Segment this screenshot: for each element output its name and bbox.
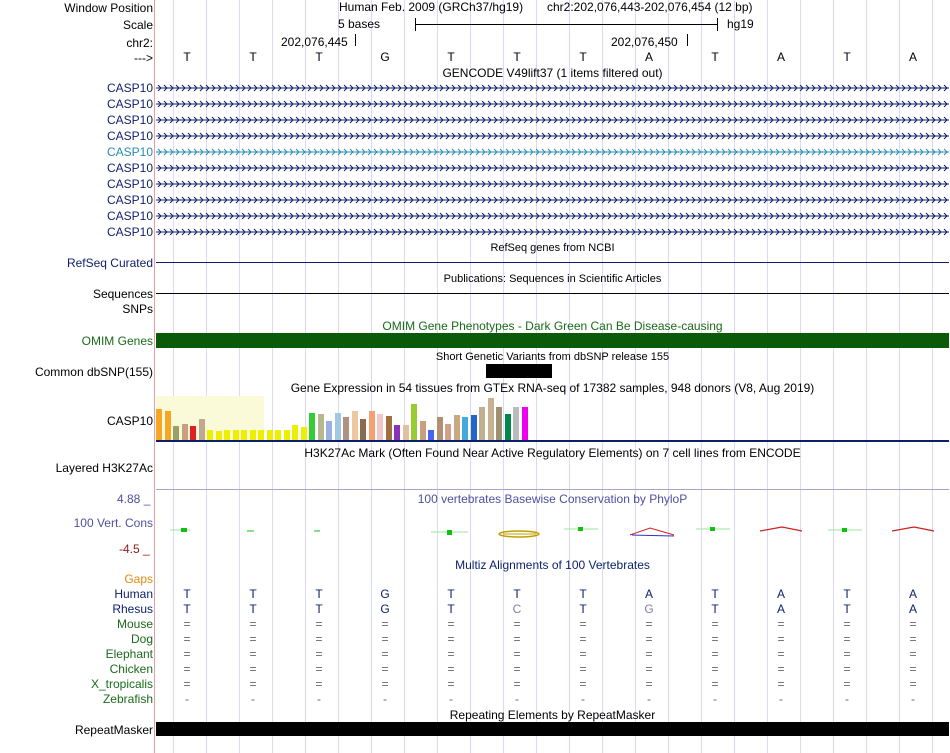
cons-max-label: 4.88 _	[117, 492, 151, 506]
gtex-tissue-bar[interactable]	[496, 407, 502, 440]
species-alignment-char: =	[447, 647, 455, 661]
human-base: T	[183, 587, 191, 601]
gtex-tissue-bar[interactable]	[301, 427, 307, 440]
gencode-transcript-label[interactable]: CASP10	[106, 81, 153, 95]
h3k27ac-baseline	[156, 489, 949, 490]
rhesus-base: T	[447, 602, 455, 616]
gtex-tissue-bar[interactable]	[250, 430, 256, 440]
gtex-tissue-bar[interactable]	[284, 430, 290, 440]
strand-label: --->	[134, 51, 153, 65]
species-alignment-char: =	[183, 662, 191, 676]
grid-line	[602, 0, 603, 753]
rhesus-base: T	[579, 602, 587, 616]
species-alignment-char: -	[845, 692, 849, 706]
gtex-tissue-bar[interactable]	[309, 413, 315, 440]
gtex-baseline	[156, 440, 949, 442]
gtex-tissue-bar[interactable]	[437, 417, 443, 440]
scale-bar-right-tick	[717, 18, 718, 31]
grid-line	[668, 0, 669, 753]
species-label[interactable]: Mouse	[116, 617, 153, 631]
species-alignment-char: =	[777, 662, 785, 676]
human-base: T	[579, 587, 587, 601]
grid-line	[569, 0, 570, 753]
repeat-title: Repeating Elements by RepeatMasker	[449, 708, 656, 722]
species-alignment-char: =	[183, 647, 191, 661]
base-letter: G	[380, 50, 390, 64]
gtex-tissue-bar[interactable]	[411, 404, 417, 440]
gtex-tissue-bar[interactable]	[267, 430, 273, 440]
human-base: T	[711, 587, 719, 601]
gencode-transcript-line[interactable]	[156, 147, 949, 157]
gtex-title: Gene Expression in 54 tissues from GTEx RNA-seq of 17382 samples, 948 donors (V8, Aug 2019)	[290, 381, 815, 395]
species-alignment-char: =	[183, 632, 191, 646]
human-base: T	[447, 587, 455, 601]
grid-line	[833, 0, 834, 753]
species-label[interactable]: Dog	[130, 632, 153, 646]
rhesus-base: T	[843, 602, 851, 616]
base-letter: A	[908, 50, 917, 64]
species-alignment-char: =	[909, 632, 917, 646]
species-alignment-char: =	[315, 632, 323, 646]
rhesus-base: A	[908, 602, 917, 616]
gencode-transcript-line[interactable]	[156, 131, 949, 141]
omim-title: OMIM Gene Phenotypes - Dark Green Can Be Disease-causing	[382, 319, 723, 333]
species-alignment-char: =	[579, 662, 587, 676]
cons-label[interactable]: 100 Vert. Cons	[73, 516, 153, 530]
species-alignment-char: =	[711, 632, 719, 646]
species-alignment-char: =	[843, 617, 851, 631]
base-letter: T	[579, 50, 587, 64]
gtex-tissue-bar[interactable]	[386, 416, 392, 440]
rhesus-base: T	[315, 602, 323, 616]
grid-line	[272, 0, 273, 753]
cons-title: 100 vertebrates Basewise Conservation by PhyloP	[417, 492, 688, 506]
coord-tick-2	[687, 34, 688, 46]
coord-label-1: 202,076,445	[281, 35, 348, 49]
species-alignment-char: =	[513, 677, 521, 691]
human-base: A	[776, 587, 785, 601]
human-base: T	[843, 587, 851, 601]
grid-line	[470, 0, 471, 753]
dbsnp-variant[interactable]	[486, 364, 552, 378]
scale-text: 5 bases	[338, 17, 381, 31]
species-alignment-char: =	[645, 632, 653, 646]
grid-line	[701, 0, 702, 753]
gencode-transcript-label[interactable]: CASP10	[106, 177, 153, 191]
repeat-bar[interactable]	[156, 722, 949, 736]
species-alignment-char: =	[579, 617, 587, 631]
species-label[interactable]: Chicken	[109, 662, 153, 676]
species-alignment-char: =	[249, 647, 257, 661]
assembly-title: Human Feb. 2009 (GRCh37/hg19)	[339, 0, 524, 14]
chrom-label: chr2:	[126, 36, 153, 50]
gaps-label[interactable]: Gaps	[124, 572, 153, 586]
human-base: T	[513, 587, 521, 601]
species-alignment-char: -	[581, 692, 585, 706]
human-base: A	[908, 587, 917, 601]
gtex-tissue-bar[interactable]	[513, 407, 519, 440]
grid-line	[899, 0, 900, 753]
species-alignment-char: =	[183, 617, 191, 631]
coord-tick-1	[355, 34, 356, 46]
position-readout: chr2:202,076,443-202,076,454 (12 bp)	[547, 0, 753, 14]
species-alignment-char: =	[777, 647, 785, 661]
species-alignment-char: =	[579, 647, 587, 661]
grid-line	[173, 0, 174, 753]
species-alignment-char: =	[315, 647, 323, 661]
h3k27ac-title: H3K27Ac Mark (Often Found Near Active Regulatory Elements) on 7 cell lines from ENCODE	[304, 446, 801, 460]
species-alignment-char: -	[185, 692, 189, 706]
pubs-snps-label[interactable]: SNPs	[122, 302, 153, 316]
gtex-tissue-bar[interactable]	[233, 430, 239, 440]
gencode-transcript-label[interactable]: CASP10	[106, 97, 153, 111]
scale-label: Scale	[122, 18, 153, 32]
species-alignment-char: =	[909, 662, 917, 676]
rhesus-base: C	[512, 602, 522, 616]
gencode-transcript-label[interactable]: CASP10	[106, 161, 153, 175]
gtex-tissue-bar[interactable]	[428, 430, 434, 440]
gencode-transcript-line[interactable]	[156, 227, 949, 237]
species-alignment-char: -	[779, 692, 783, 706]
gencode-title: GENCODE V49lift37 (1 items filtered out)	[442, 66, 663, 80]
rhesus-base: T	[711, 602, 719, 616]
gencode-transcript-label[interactable]: CASP10	[106, 225, 153, 239]
gtex-label[interactable]: CASP10	[106, 414, 153, 428]
species-alignment-char: =	[711, 617, 719, 631]
species-alignment-char: =	[579, 677, 587, 691]
species-alignment-char: =	[843, 647, 851, 661]
gtex-tissue-bar[interactable]	[318, 414, 324, 440]
species-alignment-char: =	[909, 647, 917, 661]
species-alignment-char: =	[447, 662, 455, 676]
pubs-sequences-label[interactable]: Sequences	[92, 287, 153, 301]
species-alignment-char: -	[713, 692, 717, 706]
species-alignment-char: =	[381, 632, 389, 646]
species-alignment-char: =	[711, 662, 719, 676]
gtex-tissue-bar[interactable]	[275, 430, 281, 440]
species-alignment-char: =	[513, 632, 521, 646]
h3k27ac-label[interactable]: Layered H3K27Ac	[55, 461, 153, 475]
gtex-tissue-bar[interactable]	[471, 415, 477, 440]
rhesus-base: T	[249, 602, 257, 616]
species-alignment-char: =	[777, 617, 785, 631]
grid-line	[734, 0, 735, 753]
species-alignment-char: =	[249, 662, 257, 676]
dbsnp-title: Short Genetic Variants from dbSNP release 155	[435, 351, 670, 363]
human-base: G	[380, 587, 390, 601]
human-base: T	[249, 587, 257, 601]
gtex-tissue-bar[interactable]	[369, 411, 375, 440]
grid-line	[635, 0, 636, 753]
species-alignment-char: -	[317, 692, 321, 706]
species-alignment-char: =	[777, 677, 785, 691]
gencode-transcript-label[interactable]: CASP10	[106, 209, 153, 223]
gtex-tissue-bar[interactable]	[360, 419, 366, 440]
gtex-tissue-bar[interactable]	[156, 409, 162, 440]
species-alignment-char: =	[249, 677, 257, 691]
species-alignment-char: =	[381, 617, 389, 631]
rhesus-base: G	[644, 602, 654, 616]
window-position-label: Window Position	[64, 1, 153, 15]
species-alignment-char: =	[843, 662, 851, 676]
gtex-tissue-bar[interactable]	[522, 407, 528, 440]
species-alignment-char: =	[447, 677, 455, 691]
gtex-tissue-bar[interactable]	[352, 411, 358, 440]
gtex-tissue-bar[interactable]	[190, 426, 196, 440]
base-letter: T	[843, 50, 851, 64]
grid-line	[305, 0, 306, 753]
omim-label[interactable]: OMIM Genes	[81, 334, 153, 348]
gtex-tissue-bar[interactable]	[420, 421, 426, 440]
species-alignment-char: =	[645, 647, 653, 661]
human-base: T	[315, 587, 323, 601]
species-alignment-char: =	[381, 662, 389, 676]
refseq-label[interactable]: RefSeq Curated	[66, 256, 153, 270]
species-alignment-char: =	[843, 677, 851, 691]
refseq-gene-line[interactable]	[156, 262, 949, 263]
rhesus-base: T	[183, 602, 191, 616]
gtex-tissue-bar[interactable]	[454, 415, 460, 440]
gencode-transcript-label[interactable]: CASP10	[106, 193, 153, 207]
gtex-tissue-bar[interactable]	[343, 417, 349, 440]
grid-line	[338, 0, 339, 753]
gencode-transcript-label[interactable]: CASP10	[106, 113, 153, 127]
grid-line	[767, 0, 768, 753]
grid-line	[866, 0, 867, 753]
species-alignment-char: =	[249, 632, 257, 646]
gtex-tissue-bar[interactable]	[207, 430, 213, 440]
species-alignment-char: =	[381, 677, 389, 691]
omim-gene-bar[interactable]	[156, 333, 949, 348]
species-alignment-char: =	[183, 677, 191, 691]
gtex-tissue-bar[interactable]	[377, 414, 383, 440]
refseq-title: RefSeq genes from NCBI	[490, 242, 615, 254]
species-alignment-char: =	[909, 677, 917, 691]
base-letter: T	[447, 50, 455, 64]
base-letter: T	[183, 50, 191, 64]
gencode-transcript-label[interactable]: CASP10	[106, 145, 153, 159]
gtex-tissue-bar[interactable]	[258, 430, 264, 440]
db-label: hg19	[727, 17, 754, 31]
gtex-tissue-bar[interactable]	[462, 417, 468, 440]
grid-line	[404, 0, 405, 753]
coord-label-2: 202,076,450	[611, 35, 678, 49]
species-alignment-char: -	[647, 692, 651, 706]
multiz-title: Multiz Alignments of 100 Vertebrates	[455, 558, 650, 572]
species-alignment-char: =	[909, 617, 917, 631]
species-alignment-char: =	[645, 677, 653, 691]
gtex-tissue-bar[interactable]	[335, 413, 341, 440]
species-alignment-char: -	[251, 692, 255, 706]
gencode-transcript-label[interactable]: CASP10	[106, 129, 153, 143]
scale-bar	[415, 24, 717, 25]
grid-line	[932, 0, 933, 753]
species-alignment-char: =	[711, 647, 719, 661]
gtex-tissue-bar[interactable]	[403, 425, 409, 440]
gtex-tissue-bar[interactable]	[292, 425, 298, 440]
species-alignment-char: =	[447, 617, 455, 631]
scale-bar-left-tick	[415, 18, 416, 31]
gencode-transcript-line[interactable]	[156, 179, 949, 189]
gtex-tissue-bar[interactable]	[165, 411, 171, 440]
pubs-title: Publications: Sequences in Scientific Articles	[443, 273, 662, 285]
species-label[interactable]: X_tropicalis	[90, 677, 153, 691]
cons-min-label: -4.5 _	[119, 542, 150, 556]
species-alignment-char: =	[513, 647, 521, 661]
species-alignment-char: =	[249, 617, 257, 631]
species-alignment-char: -	[383, 692, 387, 706]
species-label[interactable]: Elephant	[105, 647, 153, 661]
gtex-tissue-bar[interactable]	[505, 414, 511, 440]
species-alignment-char: =	[513, 617, 521, 631]
species-alignment-char: -	[911, 692, 915, 706]
label-divider	[154, 0, 155, 753]
base-letter: T	[315, 50, 323, 64]
cons-plot[interactable]	[156, 515, 950, 545]
species-alignment-char: =	[447, 632, 455, 646]
gtex-tissue-bar[interactable]	[445, 424, 451, 440]
gtex-tissue-bar[interactable]	[488, 398, 494, 440]
human-base: A	[644, 587, 653, 601]
base-letter: T	[513, 50, 521, 64]
base-letter: T	[711, 50, 719, 64]
pubs-sequence-line[interactable]	[156, 293, 949, 294]
gtex-tissue-bar[interactable]	[182, 424, 188, 440]
rhesus-base: G	[380, 602, 390, 616]
species-label[interactable]: Zebrafish	[102, 692, 153, 706]
grid-line	[371, 0, 372, 753]
species-alignment-char: -	[449, 692, 453, 706]
species-alignment-char: =	[513, 662, 521, 676]
species-alignment-char: =	[777, 632, 785, 646]
gencode-transcript-line[interactable]	[156, 83, 949, 93]
species-alignment-char: =	[315, 617, 323, 631]
gtex-tissue-bar[interactable]	[173, 426, 179, 440]
rhesus-label[interactable]: Rhesus	[112, 602, 153, 616]
rhesus-base: A	[776, 602, 785, 616]
dbsnp-label[interactable]: Common dbSNP(155)	[34, 365, 153, 379]
species-alignment-char: =	[315, 677, 323, 691]
gencode-transcript-line[interactable]	[156, 195, 949, 205]
grid-line	[437, 0, 438, 753]
gtex-tissue-bar[interactable]	[479, 407, 485, 440]
gtex-tissue-bar[interactable]	[216, 431, 222, 440]
gencode-transcript-line[interactable]	[156, 211, 949, 221]
species-alignment-char: =	[315, 662, 323, 676]
gtex-tissue-bar[interactable]	[224, 430, 230, 440]
human-label[interactable]: Human	[114, 587, 153, 601]
gencode-transcript-line[interactable]	[156, 99, 949, 109]
gtex-tissue-bar[interactable]	[241, 430, 247, 440]
cons-ticks	[170, 527, 934, 537]
base-letter: T	[249, 50, 257, 64]
gtex-tissue-bar[interactable]	[199, 419, 205, 440]
species-alignment-char: =	[711, 677, 719, 691]
gencode-transcript-line[interactable]	[156, 163, 949, 173]
species-alignment-char: -	[515, 692, 519, 706]
grid-line	[800, 0, 801, 753]
species-alignment-char: =	[381, 647, 389, 661]
grid-line	[239, 0, 240, 753]
gencode-transcript-line[interactable]	[156, 115, 949, 125]
gtex-tissue-bar[interactable]	[326, 421, 332, 440]
gtex-tissue-bar[interactable]	[394, 425, 400, 440]
grid-line	[206, 0, 207, 753]
species-alignment-char: =	[843, 632, 851, 646]
base-letter: A	[776, 50, 785, 64]
species-alignment-char: =	[579, 632, 587, 646]
species-alignment-char: =	[645, 662, 653, 676]
repeat-label[interactable]: RepeatMasker	[74, 723, 153, 737]
base-letter: A	[644, 50, 653, 64]
species-alignment-char: =	[645, 617, 653, 631]
